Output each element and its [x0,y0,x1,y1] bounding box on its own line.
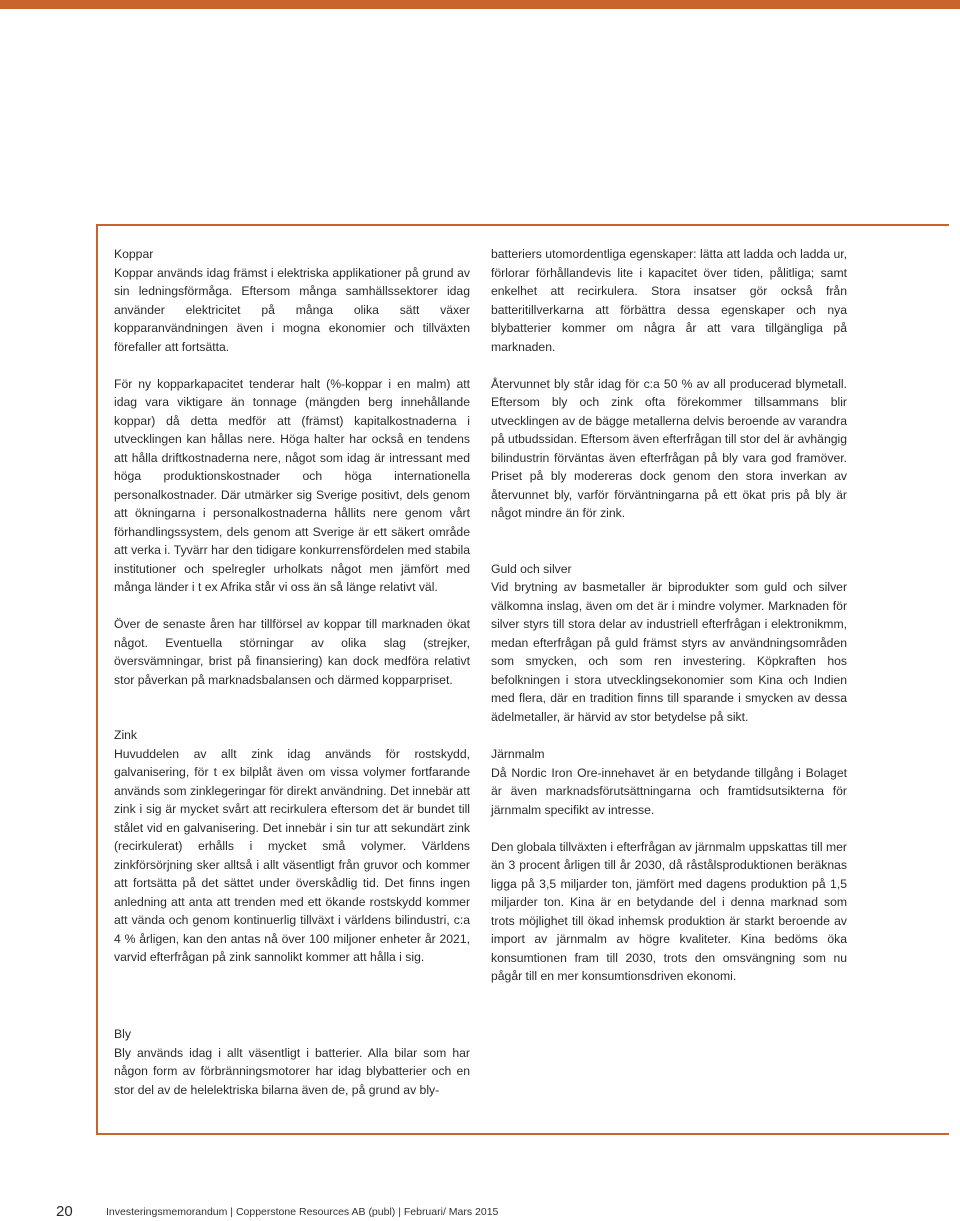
paragraph: Återvunnet bly står idag för c:a 50 % av all producerad blymetall. Eftersom bly och zink ofta förekommer tillsammans blir utvecklingen av de bägge metallerna delvis beroende av varandra på utbudssidan. Eftersom även efterfrågan till stor del är avhängig bilindustrin förväntas även efterfrågan på bly vara god framöver. Priset på bly modereras dock genom den stora inverkan av återvunnet bly, varför förväntningarna på ett ökat pris på bly är något mindre än för zink. [491,376,847,520]
paragraph: Koppar används idag främst i elektriska applikationer på grund av sin ledningsförmåga. Eftersom många samhällssektorer idag använder elektricitet på många olika sätt växer kopparanvändningen även i mogna ekonomier och tillväxten förefaller att fortsätta. [114,265,470,354]
page-footer [0,1203,960,1221]
section-jarnmalm [491,745,847,986]
section-heading-koppar: Koppar [114,247,154,261]
paragraph: Huvuddelen av allt zink idag används för rostskydd, galvanisering, för t ex bilplåt även om vissa volymer fortfarande används som zinklegeringar för direkt användning. Det innebär att zink i sig är mycket svårt att recirkulera eftersom det är bundet till stålet vid en galvanisering. Det innebär i sin tur att sekundärt zink (recirkulerat) erhålls i mycket små volymer. Världens zinkförsörjning sker alltså i allt väsentligt från gruvor och kommer att fortsätta på det sättet under överskådlig tid. Det finns ingen anledning att anta att trenden med ett ökande rostskydd kommer att vända och genom kontinuerlig tillväxt i världens bilindustri, c:a 4 % årligen, kan den antas nå över 100 miljoner enheter år 2021, varvid efterfrågan på zink sannolikt kommer att hålla i sig. [114,746,470,964]
section-koppar [114,245,470,689]
paragraph: Bly används idag i allt väsentligt i batterier. Alla bilar som har någon form av förbränningsmotorer har idag blybatterier och en stor del av de helelektriska bilarna även de, på grund av bly- [114,1045,470,1097]
paragraph: Då Nordic Iron Ore-innehavet är en betydande tillgång i Bolaget är även marknadsförutsättningarna och framtidsutsikterna för järnmalm specifikt av intresse. [491,765,847,817]
section-heading-guld-silver: Guld och silver [491,561,572,576]
section-heading-zink: Zink [114,728,138,742]
paragraph: Den globala tillväxten i efterfrågan av järnmalm uppskattas till mer än 3 procent årligen till år 2030, då råstålsproduktionen beräknas ligga på 3,5 miljarder ton, jämfört med dagens produktion på 1,5 miljarder ton. Kina är en betydande del i denna marknad som trots möjlighet till ökad inhemsk produktion är starkt beroende av import av järnmalm av högre kvaliteter. Kina bedöms öka konsumtionen fram till 2030, trots den omsvängning som nu pågår till en mer konsumtionsdriven ekonomi. [491,839,847,983]
section-bly-continued [491,245,847,726]
paragraph: Över de senaste åren har tillförsel av koppar till marknaden ökat något. Eventuella störningar av olika slag (strejker, översvämningar, brist på finansiering) kan dock medföra relativt stor påverkan på marknadsbalansen och därmed kopparpriset. [114,617,470,687]
section-bly [114,1025,470,1099]
top-accent-bar [0,0,960,9]
paragraph: batteriers utomordentliga egenskaper: lätta att ladda och ladda ur, förlorar förhållandevis lite i kapacitet över tiden, pålitliga; samt enkelhet att recirkulera. Stora insatser gör också från batteritillverkarna att förbättra dessa egenskaper och nya blybatterier kommer om några år att vara tillgängliga på marknaden. [491,247,847,354]
paragraph: Vid brytning av basmetaller är biprodukter som guld och silver välkomna inslag, även om det är i mindre volymer. Marknaden för silver styrs till stora delar av industriell efterfrågan i elektronikmm, medan efterfrågan på guld främst styrs av användningsområden som smycken, och som ren investering. Köpkraften hos befolkningen i stora utvecklingsekonomier som Kina och Indien med flera, där en tradition finns till sparande i smycken av dessa ädelmetaller, är härvid av stor betydelse på sikt. [491,580,847,724]
section-heading-bly: Bly [114,1027,131,1041]
paragraph: För ny kopparkapacitet tenderar halt (%-koppar i en malm) att idag vara viktigare än tonnage (mängden berg innehållande koppar) då detta medför att (främst) kapitalkostnaderna i utvecklingen kan hållas nere. Höga halter har också en tendens att hålla driftkostnaderna nere, något som idag är intressant med höga produktionskostnader och höga internationella personalkostnader. Där utmärker sig Sverige positivt, dels genom att ökningarna i personalkostnaderna hållits nere genom vårt förhandlingssystem, dels genom att Sverige är ett säkert område att verka i. Tyvärr har den tidigare konkurrensfördelen med stabila institutioner och spelregler urholkats något men jämfört med många länder i t ex Afrika står vi oss än så länge relativt väl. [114,376,470,594]
page-number: 20 [56,1203,73,1220]
section-zink [114,726,470,967]
footer-text: Investeringsmemorandum | Copperstone Resources AB (publ) | Februari/ Mars 2015 [106,1206,499,1218]
section-heading-jarnmalm: Järnmalm [491,747,545,761]
